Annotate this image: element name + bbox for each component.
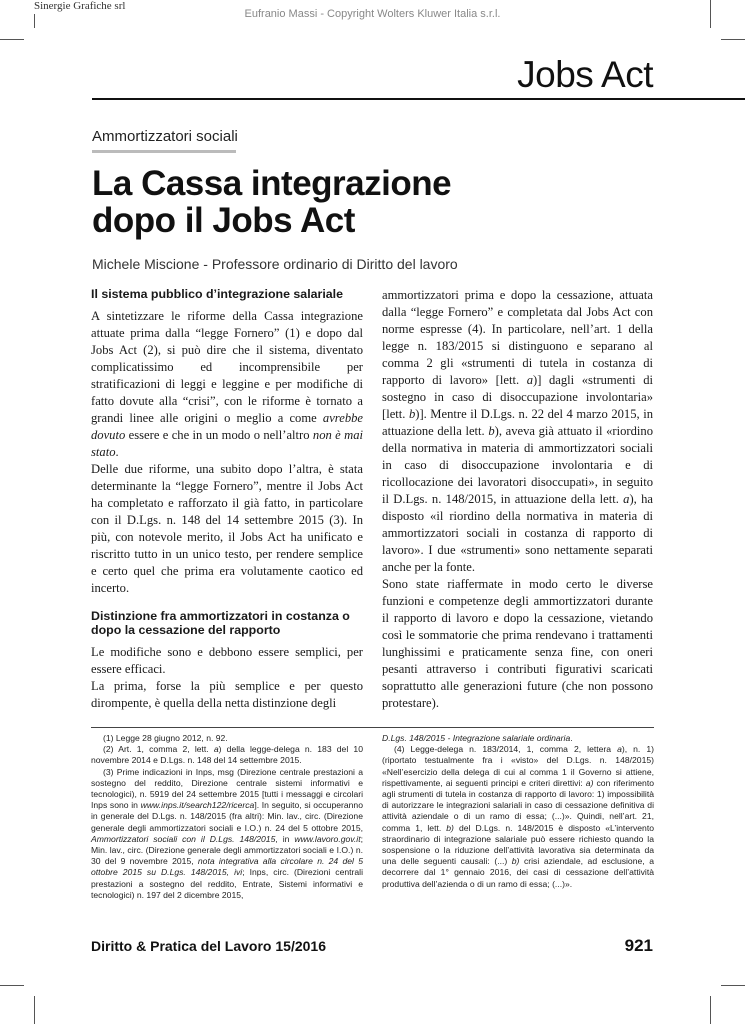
title-line-2: dopo il Jobs Act: [92, 201, 355, 240]
crop-mark: [0, 39, 24, 40]
body-column-right: [382, 287, 653, 712]
crop-mark: [710, 996, 711, 1024]
page-number: 921: [624, 936, 653, 955]
crop-mark: [0, 985, 24, 986]
paragraph: Le modifiche sono e debbono essere semplici, per essere efficaci.: [91, 645, 363, 676]
paragraph: ammortizzatori prima e dopo la cessazione, attuata dalla “legge Fornero” e completata dal Jobs Act con norme espresse (4). In particolare, nell’art. 1 della legge n. 183/2015 si distinguono e separano al comma 2 gli «strumenti di tutela in costanza di rapporto di lavoro» [lett. a)] dagli «strumenti di sostegno in caso di disoccupazione involontaria» [lett. b)]. Mentre il D.Lgs. n. 22 del 4 marzo 2015, in attuazione della lett. b), aveva già attuato il «riordino della normativa in materia di ammortizzatori sociali in caso di disoccupazione involontaria e di ricollocazione dei lavoratori disoccupati», in seguito il D.Lgs. n. 148/2015, in attuazione della lett. a), ha disposto «il riordino della normativa in materia di ammortizzatori sociali in costanza di rapporto di lavoro». I due «strumenti» sono nettamente separati anche per la fonte.: [382, 288, 653, 574]
section-underline: [92, 150, 236, 153]
footnote-1: (1) Legge 28 giugno 2012, n. 92.: [103, 733, 228, 743]
footnote-4: (4) Legge-delega n. 183/2014, 1, comma 2, lettera a), n. 1) (riportato testualmente fra i «visto» del D.Lgs. n. 148/2015) «Nell’esercizio della delega di cui al comma 1 il Governo si attiene, rispettivamente, ai seguenti principi e criteri direttivi: a) con riferimento agli strumenti di tutela in costanza di rapporto di lavoro: 1) impossibilità di autorizzare le integrazioni salariali in caso di cessazione definitiva di attività aziendale o di un ramo di essa; (...)». Quindi, nell’art. 21, comma 1, lett. b) del D.Lgs. n. 148/2015 è disposto «L’intervento straordinario di integrazione salariale può essere richiesto quando la sospensione o la riduzione dell’attività lavorativa sia determinata da una delle seguenti causali: (...) b) crisi aziendale, ad esclusione, a decorrere dal 1° gennaio 2016, dei casi di cessazione dell’attività produttiva dell’azienda o di un ramo di essa; (...)».: [382, 744, 654, 889]
body-column-left: [91, 287, 363, 712]
footnotes-rule: [91, 727, 654, 728]
section-label: Ammortizzatori sociali: [92, 128, 238, 145]
title-line-1: La Cassa integrazione: [92, 164, 452, 203]
footnotes-left: [91, 733, 363, 901]
footnote-3-continued: D.Lgs. 148/2015 - Integrazione salariale ordinaria.: [382, 733, 573, 743]
footnote-2: (2) Art. 1, comma 2, lett. a) della legge-delega n. 183 del 10 novembre 2014 e D.Lgs. n. 148 del 14 settembre 2015.: [91, 744, 363, 766]
paragraph: La prima, forse la più semplice e per questo dirompente, è quella della netta distinzione degli: [91, 679, 363, 710]
crop-mark: [721, 39, 745, 40]
journal-section-brand: Jobs Act: [517, 54, 653, 95]
journal-footer: Diritto & Pratica del Lavoro 15/2016: [91, 938, 326, 954]
footnote-3: (3) Prime indicazioni in Inps, msg (Direzione centrale prestazioni a sostegno del reddito, Direzione centrale sistemi informativi e tecnologici), n. 5919 del 24 settembre 2015 [tutti i messaggi e circolari Inps sono in www.inps.it/search122/ricerca]. In seguito, si occuperanno in generale del D.Lgs. n. 148/2015 (fra altri): Min. lav., circ. (Direzione generale degli ammortizzatori sociali e I.O.) n. 24 del 5 ottobre 2015, Ammortizzatori sociali con il D.Lgs. 148/2015, in www.lavoro.gov.it; Min. lav., circ. (Direzione generale degli ammortizzatori sociali e I.O.) n. 30 del 9 novembre 2015, nota integrativa alla circolare n. 24 del 5 ottobre 2015 su D.Lgs. 148/2015, ivi; Inps, circ. (Direzioni centrali prestazioni a sostegno del reddito, Entrate, Sistemi informativi e tecnologici) n. 197 del 2 dicembre 2015,: [91, 766, 363, 900]
subheading-distinzione: Distinzione fra ammortizzatori in costanza o dopo la cessazione del rapporto: [91, 609, 350, 637]
copyright-notice: Eufranio Massi - Copyright Wolters Kluwer Italia s.r.l.: [244, 8, 501, 20]
paragraph: A sintetizzare le riforme della Cassa integrazione attuate prima dalla “legge Fornero” (1) e dopo dal Jobs Act (2), si può dire che il sistema, diventato complicatissimo ed incomprensibile per stratificazioni di leggi e leggine e per modifiche di fatto dovute alla “crisi”, con le riforme è tornato a grandi linee alle origini o meglio a come avrebbe dovuto essere e che in un modo o nell’altro non è mai stato.: [91, 309, 364, 459]
article-author: Michele Miscione - Professore ordinario di Diritto del lavoro: [92, 256, 458, 272]
article-title: [92, 165, 652, 239]
crop-mark: [721, 985, 745, 986]
footnotes-right: [382, 733, 654, 890]
printer-credit: Sinergie Grafiche srl: [34, 0, 126, 12]
subheading-sistema-pubblico: Il sistema pubblico d’integrazione salariale: [91, 287, 344, 301]
header-rule: [92, 98, 745, 100]
paragraph: Sono state riaffermate in modo certo le diverse funzioni e competenze degli ammortizzatori durante il rapporto di lavoro e dopo la cessazione, vietando così le sommatorie che prima rendevano i trattamenti lunghissimi e praticamente senza fine, con oneri pesanti attraverso i contributi figurativi scaricati soprattutto alle generazioni future (che non possono protestare).: [382, 577, 653, 710]
paragraph: Delle due riforme, una subito dopo l’altra, è stata determinante la “legge Fornero”, mentre il Jobs Act ha completato e rafforzato il già fatto, in particolare con il D.Lgs. n. 148 del 14 settembre 2015 (3). In più, con notevole merito, il Jobs Act ha unificato e riscritto tutto in un unico testo, per rendere semplice e certo quel che prima era volutamente caotico ed incerto.: [91, 462, 363, 595]
crop-mark: [34, 996, 35, 1024]
